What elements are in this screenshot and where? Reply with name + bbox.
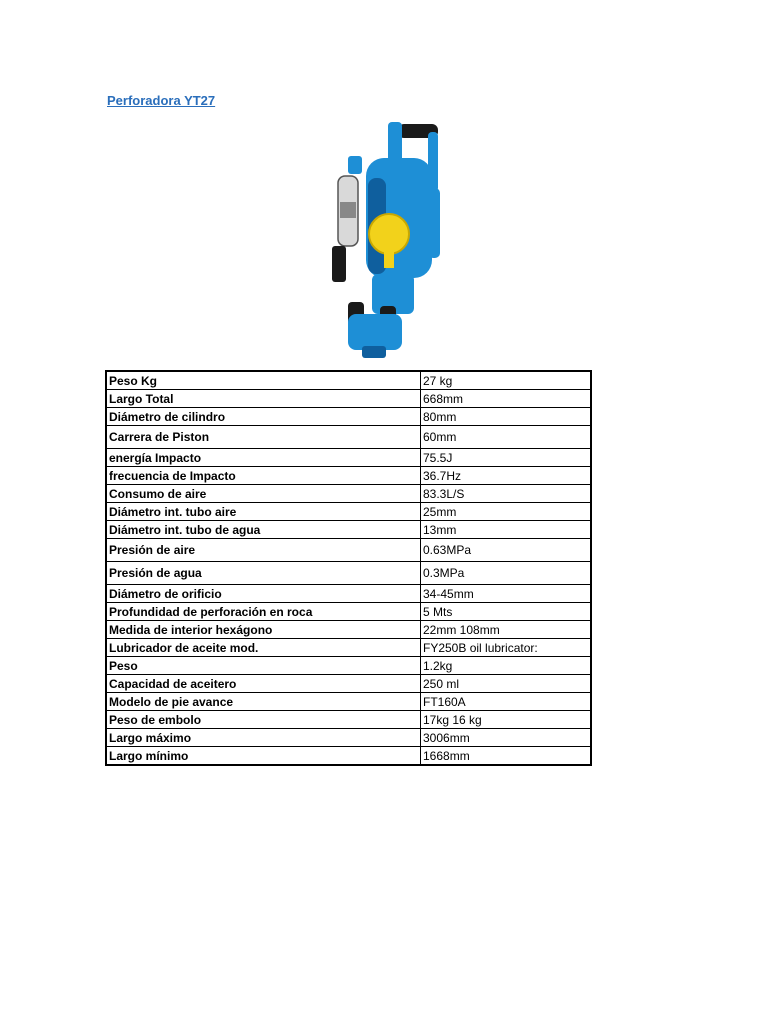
spec-value: 0.63MPa bbox=[421, 539, 592, 562]
spec-value: 27 kg bbox=[421, 371, 592, 390]
spec-value: 22mm 108mm bbox=[421, 621, 592, 639]
spec-label: Largo Total bbox=[106, 390, 421, 408]
table-row bbox=[106, 426, 591, 449]
table-row bbox=[106, 657, 591, 675]
drill-image bbox=[318, 118, 450, 364]
spec-table bbox=[105, 370, 592, 766]
drill-chuck bbox=[348, 314, 402, 350]
spec-label: Presión de agua bbox=[106, 562, 421, 585]
spec-value: FT160A bbox=[421, 693, 592, 711]
table-row bbox=[106, 639, 591, 657]
spec-label: Presión de aire bbox=[106, 539, 421, 562]
table-row bbox=[106, 603, 591, 621]
drill-valve-stem bbox=[384, 252, 394, 268]
spec-label: energía Impacto bbox=[106, 449, 421, 467]
table-row bbox=[106, 467, 591, 485]
document-title-link[interactable]: Perforadora YT27 bbox=[107, 93, 216, 108]
spec-value: 5 Mts bbox=[421, 603, 592, 621]
table-row bbox=[106, 539, 591, 562]
spec-label: Consumo de aire bbox=[106, 485, 421, 503]
spec-value: 3006mm bbox=[421, 729, 592, 747]
spec-value: 83.3L/S bbox=[421, 485, 592, 503]
table-row bbox=[106, 562, 591, 585]
spec-label: Diámetro int. tubo aire bbox=[106, 503, 421, 521]
drill-valve-knob bbox=[369, 214, 409, 254]
spec-value: 60mm bbox=[421, 426, 592, 449]
drill-hose-fitting bbox=[348, 156, 362, 174]
spec-value: 13mm bbox=[421, 521, 592, 539]
spec-value: 80mm bbox=[421, 408, 592, 426]
spec-label: Diámetro de cilindro bbox=[106, 408, 421, 426]
spec-label: frecuencia de Impacto bbox=[106, 467, 421, 485]
table-row bbox=[106, 503, 591, 521]
drill-side-arm bbox=[428, 188, 440, 258]
spec-label: Largo mínimo bbox=[106, 747, 421, 766]
spec-label: Diámetro int. tubo de agua bbox=[106, 521, 421, 539]
drill-lubricator-cap bbox=[340, 202, 356, 218]
spec-value: FY250B oil lubricator: bbox=[421, 639, 592, 657]
spec-value: 17kg 16 kg bbox=[421, 711, 592, 729]
table-row bbox=[106, 675, 591, 693]
spec-label: Diámetro de orificio bbox=[106, 585, 421, 603]
table-row bbox=[106, 693, 591, 711]
spec-label: Peso bbox=[106, 657, 421, 675]
spec-label: Carrera de Piston bbox=[106, 426, 421, 449]
spec-label: Lubricador de aceite mod. bbox=[106, 639, 421, 657]
table-row bbox=[106, 485, 591, 503]
table-row bbox=[106, 390, 591, 408]
spec-label: Capacidad de aceitero bbox=[106, 675, 421, 693]
table-row bbox=[106, 747, 591, 766]
spec-value: 36.7Hz bbox=[421, 467, 592, 485]
spec-label: Peso Kg bbox=[106, 371, 421, 390]
spec-value: 250 ml bbox=[421, 675, 592, 693]
table-row bbox=[106, 729, 591, 747]
spec-value: 1668mm bbox=[421, 747, 592, 766]
table-row bbox=[106, 408, 591, 426]
table-row bbox=[106, 371, 591, 390]
drill-bit-socket bbox=[362, 346, 386, 358]
table-row bbox=[106, 711, 591, 729]
spec-value: 1.2kg bbox=[421, 657, 592, 675]
spec-label: Peso de embolo bbox=[106, 711, 421, 729]
drill-hose-end bbox=[332, 246, 346, 282]
spec-label: Modelo de pie avance bbox=[106, 693, 421, 711]
spec-label: Medida de interior hexágono bbox=[106, 621, 421, 639]
spec-value: 34-45mm bbox=[421, 585, 592, 603]
table-row bbox=[106, 585, 591, 603]
table-row bbox=[106, 521, 591, 539]
spec-label: Largo máximo bbox=[106, 729, 421, 747]
spec-label: Profundidad de perforación en roca bbox=[106, 603, 421, 621]
spec-value: 25mm bbox=[421, 503, 592, 521]
table-row bbox=[106, 621, 591, 639]
spec-value: 0.3MPa bbox=[421, 562, 592, 585]
table-row bbox=[106, 449, 591, 467]
spec-value: 668mm bbox=[421, 390, 592, 408]
spec-value: 75.5J bbox=[421, 449, 592, 467]
